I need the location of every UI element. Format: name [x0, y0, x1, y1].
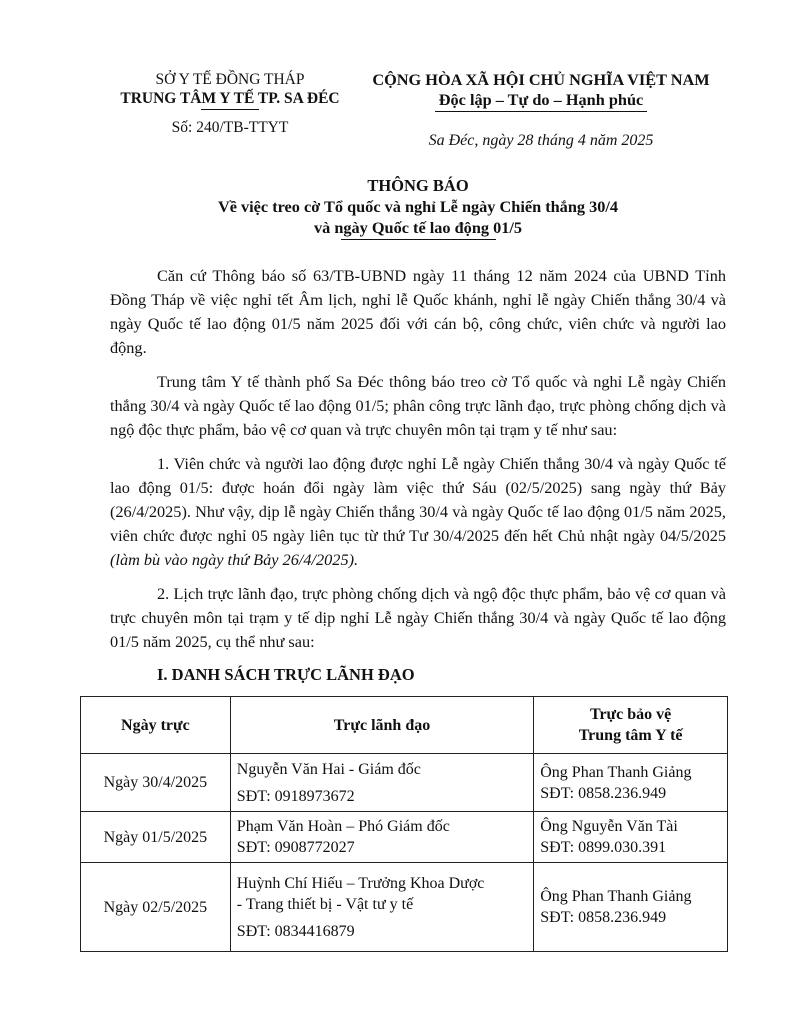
parent-organization: SỞ Y TẾ ĐỒNG THÁP	[155, 71, 305, 88]
guard-cell	[534, 863, 728, 952]
document-type: THÔNG BÁO	[367, 176, 469, 195]
guard-cell	[534, 812, 728, 863]
column-header-date: Ngày trực	[81, 697, 231, 754]
document-subject-line-2: và ngày Quốc tế lao động 01/5	[313, 218, 523, 237]
duty-date: Ngày 30/4/2025	[81, 754, 231, 812]
national-header	[360, 70, 722, 151]
table-header-row	[81, 697, 728, 754]
national-motto: Độc lập – Tự do – Hạnh phúc	[435, 90, 647, 112]
table-row	[81, 754, 728, 812]
leader-name: Phạm Văn Hoàn – Phó Giám đốc	[236, 818, 450, 835]
issuer-block	[100, 70, 360, 137]
document-title	[110, 175, 726, 240]
guard-phone: SĐT: 0858.236.949	[540, 909, 667, 926]
issuing-organization: TRUNG TÂM Y TẾ TP. SA ĐÉC	[120, 90, 340, 107]
guard-name: Ông Phan Thanh Giảng	[540, 763, 692, 781]
table-row	[81, 812, 728, 863]
column-header-guard-line-2: Trung tâm Y tế	[578, 727, 683, 744]
duty-date: Ngày 01/5/2025	[81, 812, 231, 863]
guard-cell	[534, 754, 728, 812]
paragraph-announcement: Trung tâm Y tế thành phố Sa Đéc thông báo treo cờ Tổ quốc và nghỉ Lễ ngày Chiến thắng 30/4 và ngày Quốc tế lao động 01/5; phân công trực lãnh đạo, trực phòng chống dịch và ngộ độc thực phẩm, bảo vệ cơ quan và trực chuyên môn tại trạm y tế như sau:	[110, 372, 726, 439]
issuer-underline	[201, 109, 259, 110]
document-subject-line-1: Về việc treo cờ Tổ quốc và nghỉ Lễ ngày Chiến thắng 30/4	[217, 197, 619, 216]
column-header-leader: Trực lãnh đạo	[230, 697, 533, 754]
leader-phone: SĐT: 0908772027	[236, 839, 355, 856]
column-header-guard	[534, 697, 728, 754]
document-number: Số: 240/TB-TTYT	[171, 119, 289, 136]
guard-phone: SĐT: 0899.030.391	[540, 839, 667, 856]
table-row	[81, 863, 728, 952]
leader-phone: SĐT: 0918973672	[236, 787, 355, 805]
paragraph-duty-schedule: 2. Lịch trực lãnh đạo, trực phòng chống dịch và ngộ độc thực phẩm, bảo vệ cơ quan và trực chuyên môn tại trạm y tế dịp nghỉ Lễ ngày Chiến thắng 30/4 và ngày Quốc tế lao động 01/5 năm 2025, cụ thể như sau:	[110, 584, 726, 651]
section-heading: I. DANH SÁCH TRỰC LÃNH ĐẠO	[157, 665, 415, 684]
title-underline	[341, 239, 496, 240]
place-and-date: Sa Đéc, ngày 28 tháng 4 năm 2025	[428, 132, 654, 149]
duty-date: Ngày 02/5/2025	[81, 863, 231, 952]
column-header-guard-line-1: Trực bảo vệ	[589, 706, 672, 723]
paragraph-legal-basis: Căn cứ Thông báo số 63/TB-UBND ngày 11 tháng 12 năm 2024 của UBND Tỉnh Đồng Tháp về việc nghỉ tết Âm lịch, nghỉ lễ Quốc khánh, nghỉ lễ ngày Chiến thắng 30/4 và ngày Quốc tế lao động 01/5 năm 2025 đối với cán bộ, công chức, viên chức và người lao động.	[110, 266, 726, 357]
leader-cell	[230, 754, 533, 812]
leader-cell	[230, 812, 533, 863]
guard-name: Ông Phan Thanh Giảng	[540, 888, 692, 905]
leadership-duty-table	[80, 696, 728, 952]
guard-name: Ông Nguyễn Văn Tài	[540, 818, 678, 835]
leader-cell	[230, 863, 533, 952]
leader-name: Nguyễn Văn Hai - Giám đốc	[236, 760, 421, 778]
paragraph-holiday-schedule	[110, 452, 726, 572]
document-body	[110, 264, 726, 664]
holiday-schedule-text: 1. Viên chức và người lao động được nghỉ Lễ ngày Chiến thắng 30/4 và ngày Quốc tế lao động 01/5: được hoán đổi ngày làm việc thứ Sáu (02/5/2025) sang ngày thứ Bảy (26/4/2025). Như vậy, dịp lễ ngày Chiến thắng 30/4 và ngày Quốc tế lao động 01/5 năm 2025, viên chức được nghỉ 05 ngày liên tục từ thứ Tư 30/4/2025 đến hết Chủ nhật ngày 04/5/2025	[110, 454, 726, 545]
leader-title-continued: - Trang thiết bị - Vật tư y tế	[236, 895, 414, 913]
leader-name: Huỳnh Chí Hiếu – Trưởng Khoa Dược	[236, 874, 485, 892]
national-title: CỘNG HÒA XÃ HỘI CHỦ NGHĨA VIỆT NAM	[372, 70, 710, 89]
leader-phone: SĐT: 0834416879	[236, 922, 355, 940]
guard-phone: SĐT: 0858.236.949	[540, 784, 667, 802]
holiday-makeup-note: (làm bù vào ngày thứ Bảy 26/4/2025).	[110, 550, 359, 569]
